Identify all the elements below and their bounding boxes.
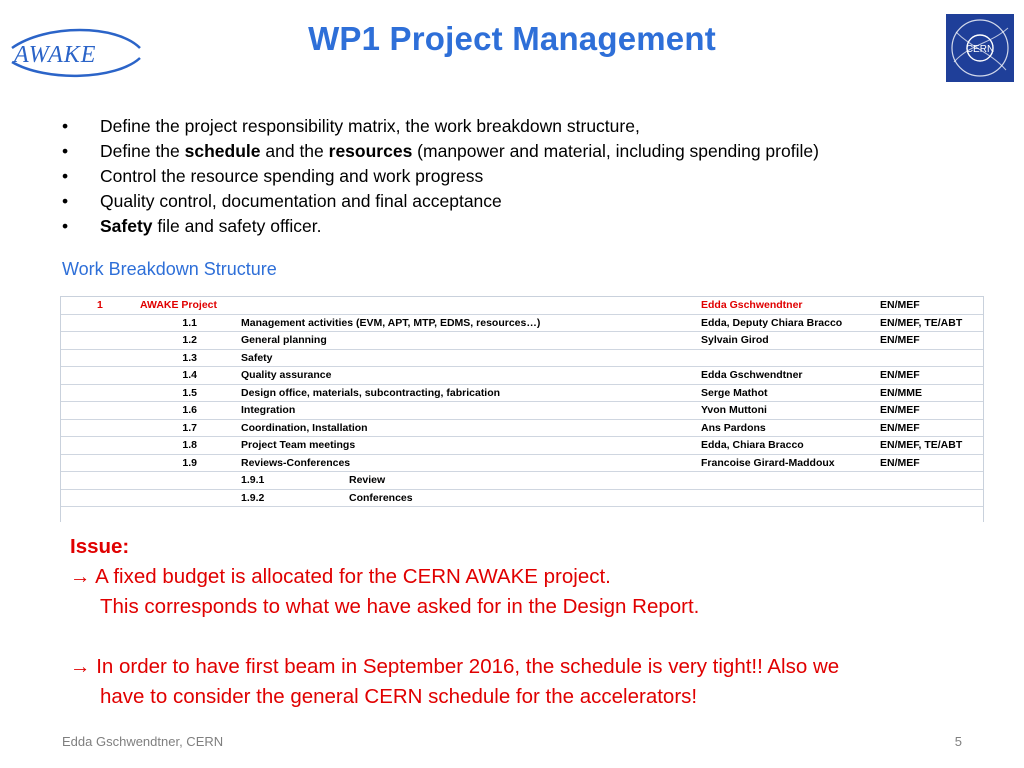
wbs-row bbox=[61, 350, 983, 368]
page-number: 5 bbox=[954, 734, 962, 749]
issue-point2-line1: In order to have first beam in September 2016, the schedule is very tight!! Also we bbox=[96, 655, 840, 678]
wbs-title: AWAKE Project bbox=[140, 299, 218, 311]
wbs-number: 1 bbox=[97, 299, 103, 311]
wbs-row bbox=[61, 402, 983, 420]
wbs-person: Yvon Muttoni bbox=[701, 404, 767, 416]
wbs-title: Quality assurance bbox=[241, 369, 332, 381]
wbs-group: EN/MEF bbox=[880, 369, 920, 381]
wbs-title: Coordination, Installation bbox=[241, 421, 368, 434]
objective-text: Quality control, documentation and final acceptance bbox=[100, 191, 502, 211]
objective-text: (manpower and material, including spending profile) bbox=[412, 141, 819, 161]
issue-point1-line1: A fixed budget is allocated for the CERN AWAKE project. bbox=[95, 565, 611, 588]
wbs-title: Safety bbox=[241, 351, 273, 364]
wbs-title: Design office, materials, subcontracting, fabrication bbox=[241, 386, 501, 399]
bullet-icon: • bbox=[62, 191, 69, 211]
page-title: WP1 Project Management bbox=[308, 20, 716, 57]
objective-text: file and safety officer. bbox=[152, 216, 322, 236]
wbs-person: Francoise Girard-Maddoux bbox=[701, 456, 835, 469]
wbs-subrow bbox=[61, 472, 983, 490]
wbs-row bbox=[61, 367, 983, 385]
wbs-person: Ans Pardons bbox=[701, 421, 766, 434]
wbs-group: EN/MEF, TE/ABT bbox=[880, 316, 963, 329]
wbs-title: Review bbox=[349, 474, 386, 486]
wbs-number: 1.3 bbox=[182, 351, 197, 364]
cern-logo bbox=[946, 14, 1014, 82]
wbs-row-top bbox=[61, 297, 983, 315]
wbs-subrow bbox=[61, 490, 983, 508]
wbs-number: 1.9 bbox=[182, 456, 197, 469]
wbs-person: Edda Gschwendtner bbox=[701, 369, 803, 381]
wbs-number: 1.9.1 bbox=[241, 474, 265, 486]
wbs-group: EN/MEF bbox=[880, 334, 920, 346]
objective-text: resources bbox=[328, 141, 413, 161]
wbs-number: 1.4 bbox=[182, 369, 197, 381]
wbs-group: EN/MEF bbox=[880, 421, 920, 434]
objective-text: Safety bbox=[100, 216, 153, 236]
wbs-number: 1.7 bbox=[182, 421, 197, 434]
wbs-number: 1.9.2 bbox=[241, 491, 265, 504]
objective-item bbox=[62, 114, 819, 139]
wbs-row bbox=[61, 437, 983, 455]
wbs-heading: Work Breakdown Structure bbox=[62, 259, 277, 279]
wbs-row bbox=[61, 455, 983, 473]
bullet-icon: • bbox=[62, 116, 69, 136]
wbs-table bbox=[60, 296, 984, 522]
issue-block bbox=[70, 532, 839, 712]
wbs-title: General planning bbox=[241, 334, 327, 346]
wbs-person: Edda Gschwendtner bbox=[701, 299, 803, 311]
wbs-person: Edda, Deputy Chiara Bracco bbox=[701, 316, 843, 329]
wbs-group: EN/MEF bbox=[880, 299, 920, 311]
objective-text: schedule bbox=[184, 141, 261, 161]
objective-item bbox=[62, 139, 819, 164]
wbs-title: Reviews-Conferences bbox=[241, 456, 351, 469]
footer-author: Edda Gschwendtner, CERN bbox=[62, 734, 224, 749]
objective-item bbox=[62, 189, 819, 214]
bullet-icon: • bbox=[62, 216, 69, 236]
wbs-row bbox=[61, 385, 983, 403]
wbs-title: Management activities (EVM, APT, MTP, EDMS, resources…) bbox=[241, 316, 541, 329]
cern-logo-text: CERN bbox=[965, 44, 995, 55]
arrow-icon: → bbox=[70, 655, 91, 678]
wbs-number: 1.1 bbox=[182, 316, 197, 329]
wbs-group: EN/MEF, TE/ABT bbox=[880, 439, 963, 451]
wbs-group: EN/MEF bbox=[880, 404, 920, 416]
wbs-number: 1.5 bbox=[182, 386, 197, 399]
issue-heading: Issue: bbox=[70, 535, 130, 558]
bullet-icon: • bbox=[62, 141, 69, 161]
objective-text: Define the project responsibility matrix, the work breakdown structure, bbox=[100, 116, 640, 136]
bullet-icon: • bbox=[62, 166, 69, 186]
wbs-number: 1.8 bbox=[182, 439, 197, 451]
wbs-number: 1.6 bbox=[182, 404, 197, 416]
objective-text: Control the resource spending and work progress bbox=[100, 166, 484, 186]
wbs-number: 1.2 bbox=[182, 334, 197, 346]
wbs-person: Edda, Chiara Bracco bbox=[701, 439, 804, 451]
wbs-title: Integration bbox=[241, 404, 296, 416]
issue-point2-line2: have to consider the general CERN schedule for the accelerators! bbox=[100, 685, 698, 708]
wbs-group: EN/MEF bbox=[880, 456, 920, 469]
objectives-list bbox=[62, 114, 819, 239]
issue-point1-line2: This corresponds to what we have asked for in the Design Report. bbox=[100, 595, 700, 618]
wbs-group: EN/MME bbox=[880, 386, 922, 399]
wbs-row bbox=[61, 420, 983, 438]
wbs-row bbox=[61, 315, 983, 333]
wbs-person: Sylvain Girod bbox=[701, 334, 769, 346]
objective-item bbox=[62, 214, 819, 239]
wbs-person: Serge Mathot bbox=[701, 386, 768, 399]
awake-logo-text: AWAKE bbox=[14, 42, 97, 68]
wbs-title: Conferences bbox=[349, 491, 413, 504]
objective-item bbox=[62, 164, 819, 189]
objective-text: and the bbox=[260, 141, 329, 161]
wbs-title: Project Team meetings bbox=[241, 439, 356, 451]
arrow-icon: → bbox=[70, 565, 91, 588]
objective-text: Define the bbox=[100, 141, 185, 161]
wbs-row bbox=[61, 332, 983, 350]
